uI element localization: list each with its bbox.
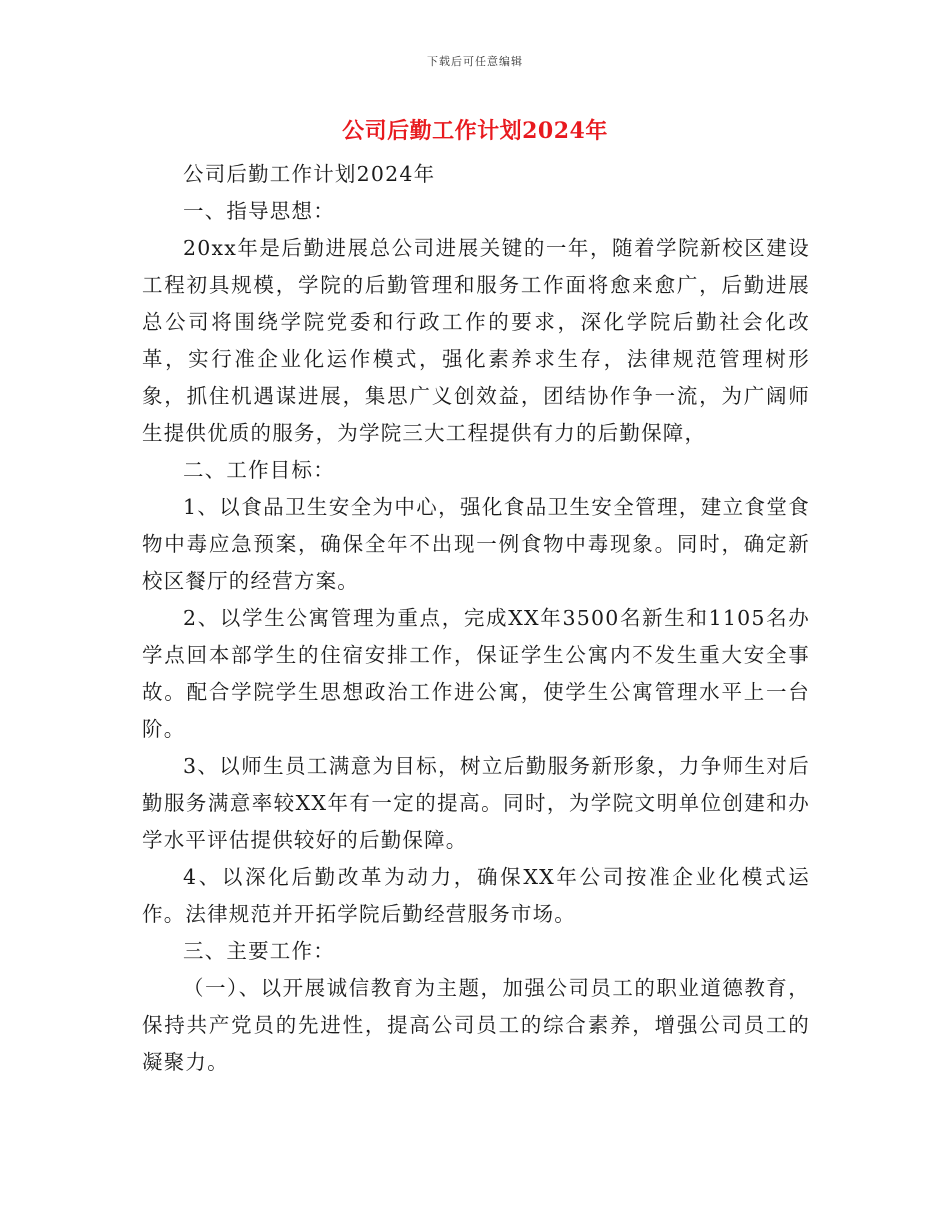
section-heading-main-work: 三、主要工作： (183, 939, 335, 963)
paragraph-main-work-1: （一）、以开展诚信教育为主题，加强公司员工的职业道德教育，保持共产党员的先进性，提高公司员工的综合素养，增强公司员工的凝聚力。 (142, 976, 810, 1074)
paragraph-goal-3: 3、以师生员工满意为目标，树立后勤服务新形象，力争师生对后勤服务满意率较XX年有一定的提高。同时，为学院文明单位创建和办学水平评估提供较好的后勤保障。 (142, 754, 810, 852)
paragraph-guiding-ideology: 20xx年是后勤进展总公司进展关键的一年，随着学院新校区建设工程初具规模，学院的后勤管理和服务工作面将愈来愈广，后勤进展总公司将围绕学院党委和行政工作的要求，深化学院后勤社会化改革，实行准企业化运作模式，强化素养求生存，法律规范管理树形象，抓住机遇谋进展，集思广义创效益，团结协作争一流，为广阔师生提供优质的服务，为学院三大工程提供有力的后勤保障， (142, 236, 810, 445)
section-heading-work-goals: 二、工作目标： (183, 458, 335, 482)
header-note: 下载后可任意编辑 (427, 55, 523, 68)
paragraph-goal-1: 1、以食品卫生安全为中心，强化食品卫生安全管理，建立食堂食物中毒应急预案，确保全年不出现一例食物中毒现象。同时，确定新校区餐厅的经营方案。 (142, 495, 810, 593)
document-body (142, 156, 810, 1081)
document-title: 公司后勤工作计划2024年 (342, 118, 608, 144)
section-heading-guiding-ideology: 一、指导思想： (183, 199, 335, 223)
paragraph-subtitle: 公司后勤工作计划2024年 (183, 162, 436, 186)
paragraph-goal-4: 4、以深化后勤改革为动力，确保XX年公司按准企业化模式运作。法律规范并开拓学院后勤经营服务市场。 (142, 865, 810, 926)
paragraph-goal-2: 2、以学生公寓管理为重点，完成XX年3500名新生和1105名办学点回本部学生的住宿安排工作，保证学生公寓内不发生重大安全事故。配合学院学生思想政治工作进公寓，使学生公寓管理水平上一台阶。 (142, 606, 810, 741)
